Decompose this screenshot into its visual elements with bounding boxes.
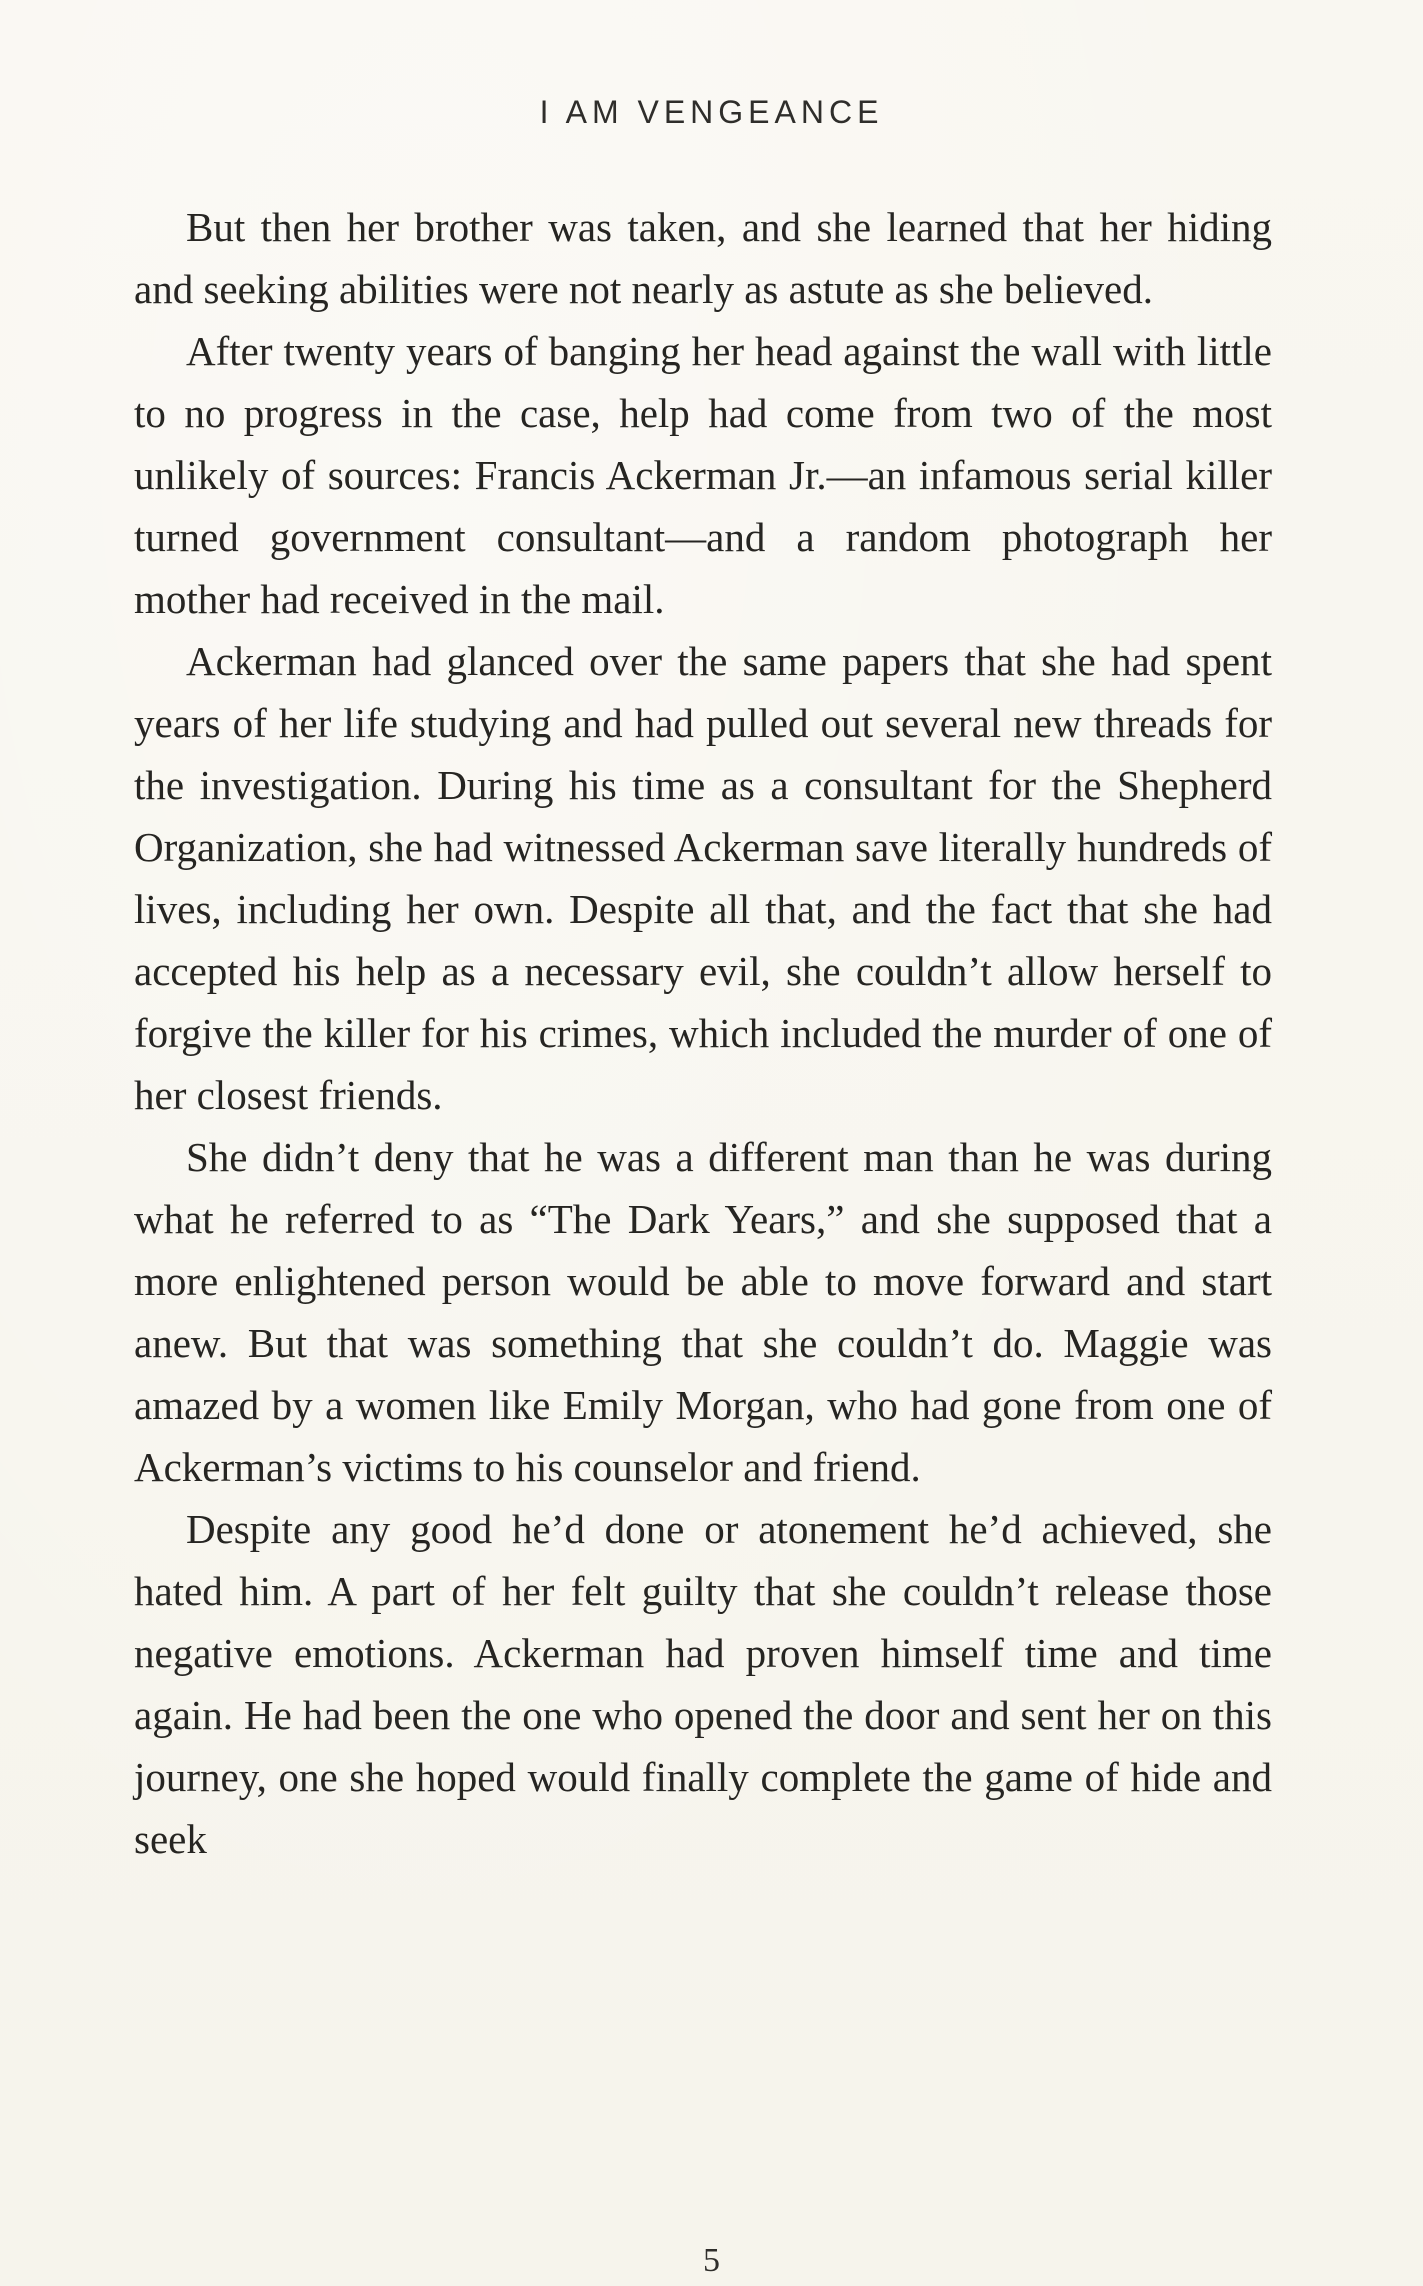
paragraph: But then her brother was taken, and she learned that her hiding and seeking abilities were not nearly as astute as she believed. [134, 204, 1272, 312]
body-text [134, 196, 1272, 1870]
running-head: I AM VENGEANCE [539, 94, 884, 130]
paragraph: She didn’t deny that he was a different man than he was during what he referred to as “The Dark Years,” and she supposed that a more enlightened person would be able to move forward and start anew. But that was something that she couldn’t do. Maggie was amazed by a women like Emily Morgan, who had gone from one of Ackerman’s victims to his counselor and friend. [134, 1134, 1272, 1490]
paragraph: After twenty years of banging her head against the wall with little to no progress in the case, help had come from two of the most unlikely of sources: Francis Ackerman Jr.—an infamous serial killer turned government consultant—and a random photograph her mother had received in the mail. [134, 328, 1272, 622]
page-number: 5 [703, 2242, 720, 2279]
paragraph: Despite any good he’d done or atonement he’d achieved, she hated him. A part of her felt guilty that she couldn’t release those negative emotions. Ackerman had proven himself time and time again. He had been the one who opened the door and sent her on this journey, one she hoped would finally complete the game of hide and seek [134, 1506, 1272, 1862]
paragraph: Ackerman had glanced over the same papers that she had spent years of her life studying and had pulled out several new threads for the investigation. During his time as a consultant for the Shepherd Organization, she had witnessed Ackerman save literally hundreds of lives, including her own. Despite all that, and the fact that she had accepted his help as a necessary evil, she couldn’t allow herself to forgive the killer for his crimes, which included the murder of one of her closest friends. [134, 638, 1272, 1118]
